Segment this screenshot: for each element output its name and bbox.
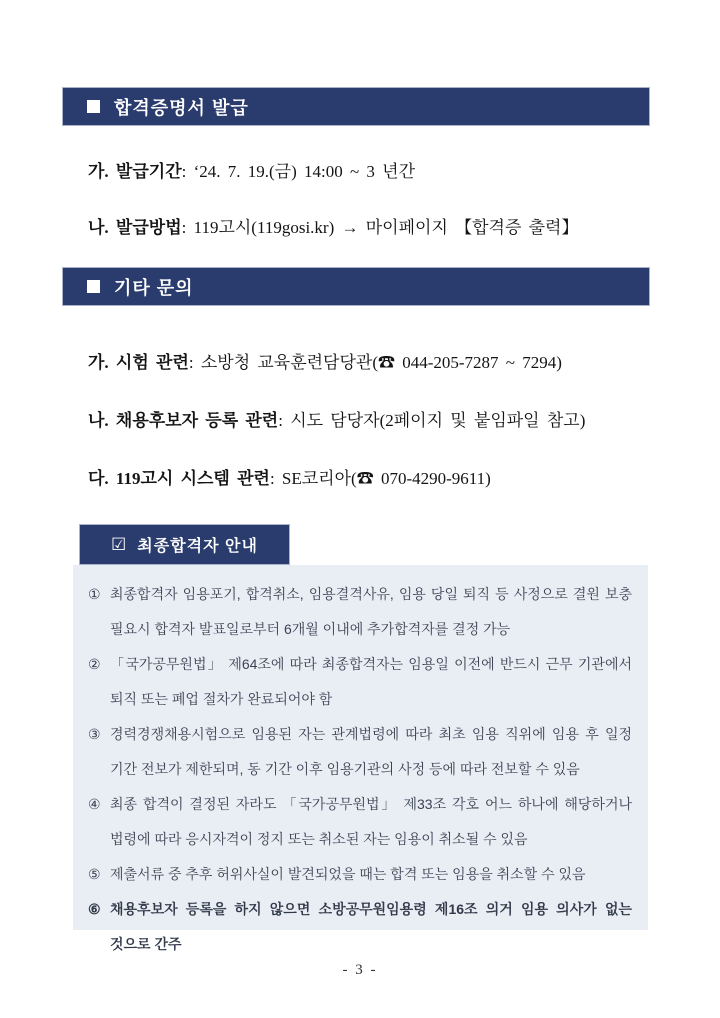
- inquiry-line-exam: [88, 350, 664, 376]
- circled-number-icon: ⑤: [88, 866, 101, 882]
- square-bullet-icon: [87, 100, 100, 113]
- notice-item-text: 「국가공무원법」 제64조에 따라 최종합격자는 임용일 이전에 반드시 근무 기관에서 퇴직 또는 폐업 절차가 완료되어야 함: [110, 656, 632, 707]
- certificate-line-issuance-method: [88, 215, 664, 241]
- notice-title: 최종합격자 안내: [137, 538, 258, 555]
- notice-item-text: 제출서류 중 추후 허위사실이 발견되었을 때는 합격 또는 임용을 취소할 수 있음: [110, 866, 586, 882]
- checkbox-icon: ☑: [111, 534, 128, 554]
- notice-item: [88, 857, 632, 892]
- circled-number-icon: ④: [88, 796, 101, 812]
- page-number: - 3 -: [342, 962, 378, 978]
- square-bullet-icon: [87, 280, 100, 293]
- circled-number-icon: ⑥: [88, 901, 101, 917]
- notice-item-text: 최종 합격이 결정된 자라도 「국가공무원법」 제33조 각호 어느 하나에 해당하거나 법령에 따라 응시자격이 정지 또는 취소된 자는 임용이 취소될 수 있음: [110, 796, 632, 847]
- section-title: 합격증명서 발급: [114, 97, 249, 118]
- line-label: 나. 발급방법: [88, 218, 182, 237]
- section-header-certificate-issuance: [62, 87, 650, 126]
- line-label: 가. 시험 관련: [88, 353, 189, 372]
- line-text: : 119고시(119gosi.kr) → 마이페이지 【합격증 출력】: [181, 218, 579, 237]
- notice-header-final-applicants: [79, 524, 290, 565]
- line-text: : SE코리아(☎ 070-4290-9611): [269, 469, 491, 488]
- line-text: : 소방청 교육훈련담당관(☎ 044-205-7287 ~ 7294): [188, 353, 562, 372]
- section-header-other-inquiries: [62, 267, 650, 306]
- circled-number-icon: ①: [88, 586, 101, 602]
- notice-item: [88, 717, 632, 787]
- line-text: : 시도 담당자(2페이지 및 붙임파일 참고): [278, 411, 586, 430]
- line-label: 다. 119고시 시스템 관련: [88, 469, 270, 488]
- circled-number-icon: ②: [88, 656, 101, 672]
- inquiry-line-candidate-registration: [88, 408, 664, 434]
- final-applicants-notice-box: [73, 565, 648, 952]
- line-label: 가. 발급기간: [88, 162, 182, 181]
- inquiry-line-system: [88, 466, 664, 492]
- notice-item-emphasized: [88, 892, 632, 962]
- notice-item: [88, 787, 632, 857]
- notice-item-text: 경력경쟁채용시험으로 임용된 자는 관계법령에 따라 최초 임용 직위에 임용 후 일정 기간 전보가 제한되며, 동 기간 이후 임용기관의 사정 등에 따라 전보할 수 있음: [110, 726, 632, 777]
- circled-number-icon: ③: [88, 726, 101, 742]
- line-text: : ‘24. 7. 19.(금) 14:00 ~ 3 년간: [181, 162, 416, 181]
- section-title: 기타 문의: [114, 277, 194, 298]
- certificate-line-issuance-period: [88, 159, 664, 185]
- notice-item: [88, 577, 632, 647]
- notice-item: [88, 647, 632, 717]
- line-label: 나. 채용후보자 등록 관련: [88, 411, 279, 430]
- notice-item-text: 채용후보자 등록을 하지 않으면 소방공무원임용령 제16조 의거 임용 의사가 없는 것으로 간주: [110, 901, 632, 952]
- notice-item-text: 최종합격자 임용포기, 합격취소, 임용결격사유, 임용 당일 퇴직 등 사정으로 결원 보충 필요시 합격자 발표일로부터 6개월 이내에 추가합격자를 결정 가능: [110, 586, 632, 637]
